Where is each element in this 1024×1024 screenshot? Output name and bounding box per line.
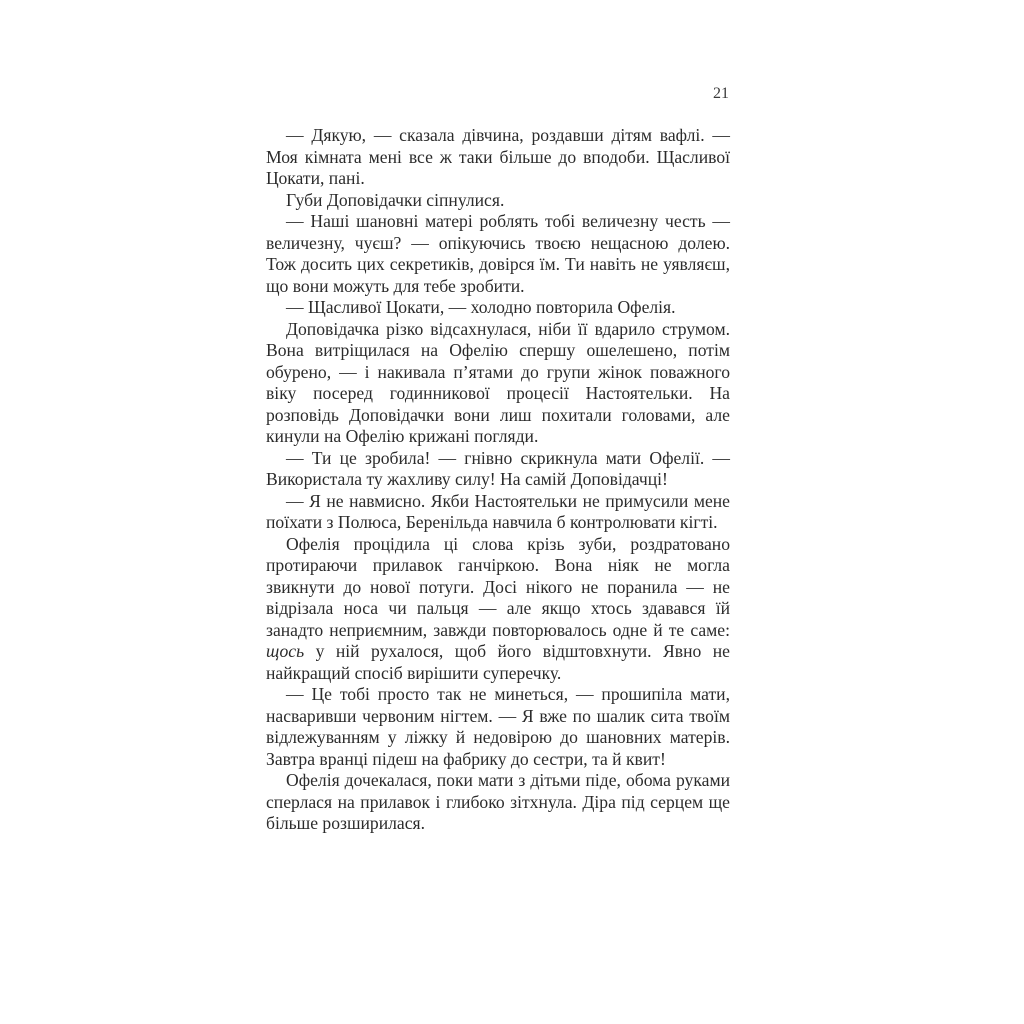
paragraph-5: Доповідачка різко відсахнулася, ніби її вдарило струмом. Вона витріщилася на Офелію спершу ошелешено, потім обурено, — і накивала п’ятами до групи жінок поважного віку посеред годинникової процесії Настоятельки. На розповідь Доповідачки вони лиш похитали головами, але кинули на Офелію крижані погляди. [266,318,730,446]
emphasis-text: щось [266,641,305,661]
body-text [266,125,730,835]
paragraph-7: — Я не навмисно. Якби Настоятельки не примусили мене поїхати з Полюса, Беренільда навчила б контролювати кігті. [266,490,730,532]
paragraph-9: — Це тобі просто так не минеться, — прошипіла мати, насваривши червоним нігтем. — Я вже по шалик сита твоїм відлежуванням у ліжку й недовірою до шановних матерів. Завтра вранці підеш на фабрику до сестри, та й квит! [266,684,730,769]
paragraph-10: Офелія дочекалася, поки мати з дітьми піде, обома руками сперлася на прилавок і глибоко зітхнула. Діра під серцем ще більше розширилася. [266,770,730,833]
paragraph-1: — Дякую, — сказала дівчина, роздавши дітям вафлі. — Моя кімната мені все ж таки більше до вподоби. Щасливої Цокати, пані. [266,125,730,188]
paragraph-6: — Ти це зробила! — гнівно скрикнула мати Офелії. — Використала ту жахливу силу! На самій Доповідачці! [266,447,730,489]
paragraph-3: — Наші шановні матері роблять тобі величезну честь — величезну, чуєш? — опікуючись твоєю нещасною долею. Тож досить цих секретиків, довірся їм. Ти навіть не уявляєш, що вони можуть для тебе зробити. [266,211,730,296]
paragraph-8-part-1: Офелія процідила ці слова крізь зуби, роздратовано протираючи прилавок ганчіркою. Вона ніяк не могла звикнути до нової потуги. Досі нікого не поранила — не відрізала носа чи пальця — але якщо хтось здавався їй занадто неприємним, завжди повторювалось одне й те саме: [266,533,730,640]
paragraph-8 [266,534,730,685]
page-number: 21 [713,85,729,102]
paragraph-8-part-2: у ній рухалося, щоб його відштовхнути. Явно не найкращий спосіб вирішити суперечку. [266,641,730,683]
paragraph-2: Губи Доповідачки сіпнулися. [286,189,505,210]
paragraph-4: — Щасливої Цокати, — холодно повторила Офелія. [286,297,676,317]
